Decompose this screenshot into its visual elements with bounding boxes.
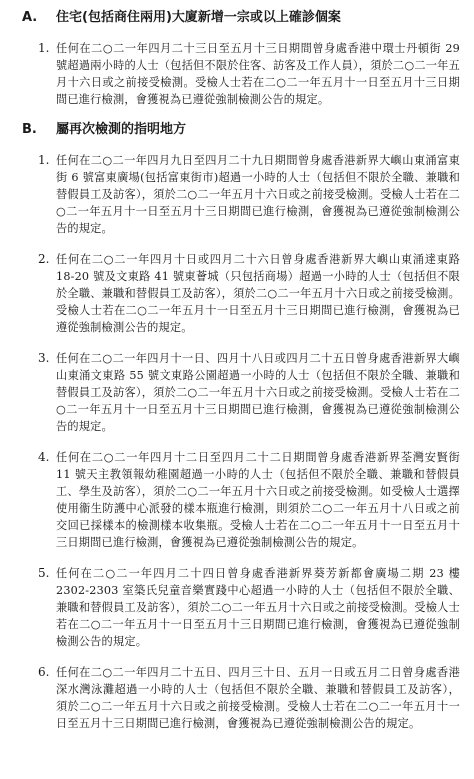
item-number: 6. xyxy=(38,665,50,679)
item-text: 任何在二○二一年四月十日或四月二十六日曾身處香港新界大嶼山東涌達東路 18-20 號及文東路 41 號東薈城（只包括商場）超過一小時的人士（包括但不限於全職、兼職和替假員工及訪客），須於二○二一年五月十六日或之前接受檢測。受檢人士若在二○二一年五月十一日至五月十三日期間已進行檢測，會獲視為已遵從強制檢測公告的規定。 xyxy=(56,253,460,334)
section-b-item-3 xyxy=(38,350,460,435)
item-number: 4. xyxy=(38,450,50,464)
section-b-item-2 xyxy=(38,251,460,336)
item-text: 任何在二○二一年四月二十五日、四月三十日、五月一日或五月二日曾身處香港深水灣泳灘超過一小時的人士（包括但不限於全職、兼職和替假員工及訪客），須於二○二一年五月十六日或之前接受檢測。受檢人士若在二○二一年五月十一日至五月十三日期間已進行檢測，會獲視為已遵從強制檢測公告的規定。 xyxy=(56,666,460,730)
item-number: 1. xyxy=(38,41,50,55)
section-a xyxy=(0,10,474,108)
section-b xyxy=(0,122,474,732)
item-number: 1. xyxy=(38,153,50,167)
item-number: 5. xyxy=(38,566,50,580)
section-b-item-1 xyxy=(38,152,460,237)
section-b-heading xyxy=(22,122,464,138)
section-b-item-4 xyxy=(38,449,460,551)
section-b-letter: B. xyxy=(22,122,37,137)
item-number: 3. xyxy=(38,351,50,365)
item-text: 任何在二○二一年四月九日至四月二十九日期間曾身處香港新界大嶼山東涌富東街 6 號富東廣場(包括富東街市)超過一小時的人士（包括但不限於全職、兼職和替假員工及訪客），須於二○二一年五月十六日或之前接受檢測。受檢人士若在二○二一年五月十一日至五月十三日期間已進行檢測，會獲視為已遵從強制檢測公告的規定。 xyxy=(56,154,460,235)
item-text: 任何在二○二一年四月十一日、四月十八日或四月二十五日曾身處香港新界大嶼山東涌文東路 55 號文東路公園超過一小時的人士（包括但不限於全職、兼職和替假員工及訪客），須於二○二一年五月十六日或之前接受檢測。受檢人士若在二○二一年五月十一日至五月十三日期間已進行檢測，會獲視為已遵從強制檢測公告的規定。 xyxy=(56,352,460,433)
section-a-heading xyxy=(22,10,464,26)
item-text: 任何在二○二一年四月二十三日至五月十三日期間曾身處香港中環士丹頓街 29 號超過兩小時的人士（包括但不限於住客、訪客及工作人員），須於二○二一年五月十六日或之前接受檢測。受檢人士若在二○二一年五月十一日至五月十三日期間已進行檢測，會獲視為已遵從強制檢測公告的規定。 xyxy=(56,42,460,106)
section-a-letter: A. xyxy=(22,10,38,25)
section-b-item-5 xyxy=(38,565,460,650)
item-text: 任何在二○二一年四月二十四日曾身處香港新界葵芳新都會廣場二期 23 樓 2302-2303 室築氏兒童音樂實踐中心超過一小時的人士（包括但不限於全職、兼職和替假員工及訪客），須於二○二一年五月十六日或之前接受檢測。受檢人士若在二○二一年五月十一日至五月十三日期間已進行檢測，會獲視為已遵從強制檢測公告的規定。 xyxy=(56,567,460,648)
item-text: 任何在二○二一年四月十二日至四月二十二日期間曾身處香港新界荃灣安賢街 11 號天主教領報幼稚園超過一小時的人士（包括但不限於全職、兼職和替假員工、學生及訪客），須於二○二一年五月十六日或之前接受檢測。如受檢人士選擇使用衞生防護中心派發的樣本瓶進行檢測，則須於二○二一年五月十八日或之前交回已採樣本的檢測樣本收集瓶。受檢人士若在二○二一年五月十一日至五月十三日期間已進行檢測，會獲視為已遵從強制檢測公告的規定。 xyxy=(56,451,460,549)
section-b-title: 屬再次檢測的指明地方 xyxy=(56,122,187,137)
section-a-item-1 xyxy=(38,40,460,108)
item-number: 2. xyxy=(38,252,50,266)
section-b-item-6 xyxy=(38,664,460,732)
section-a-title: 住宅(包括商住兩用)大廈新增一宗或以上確診個案 xyxy=(56,10,341,25)
